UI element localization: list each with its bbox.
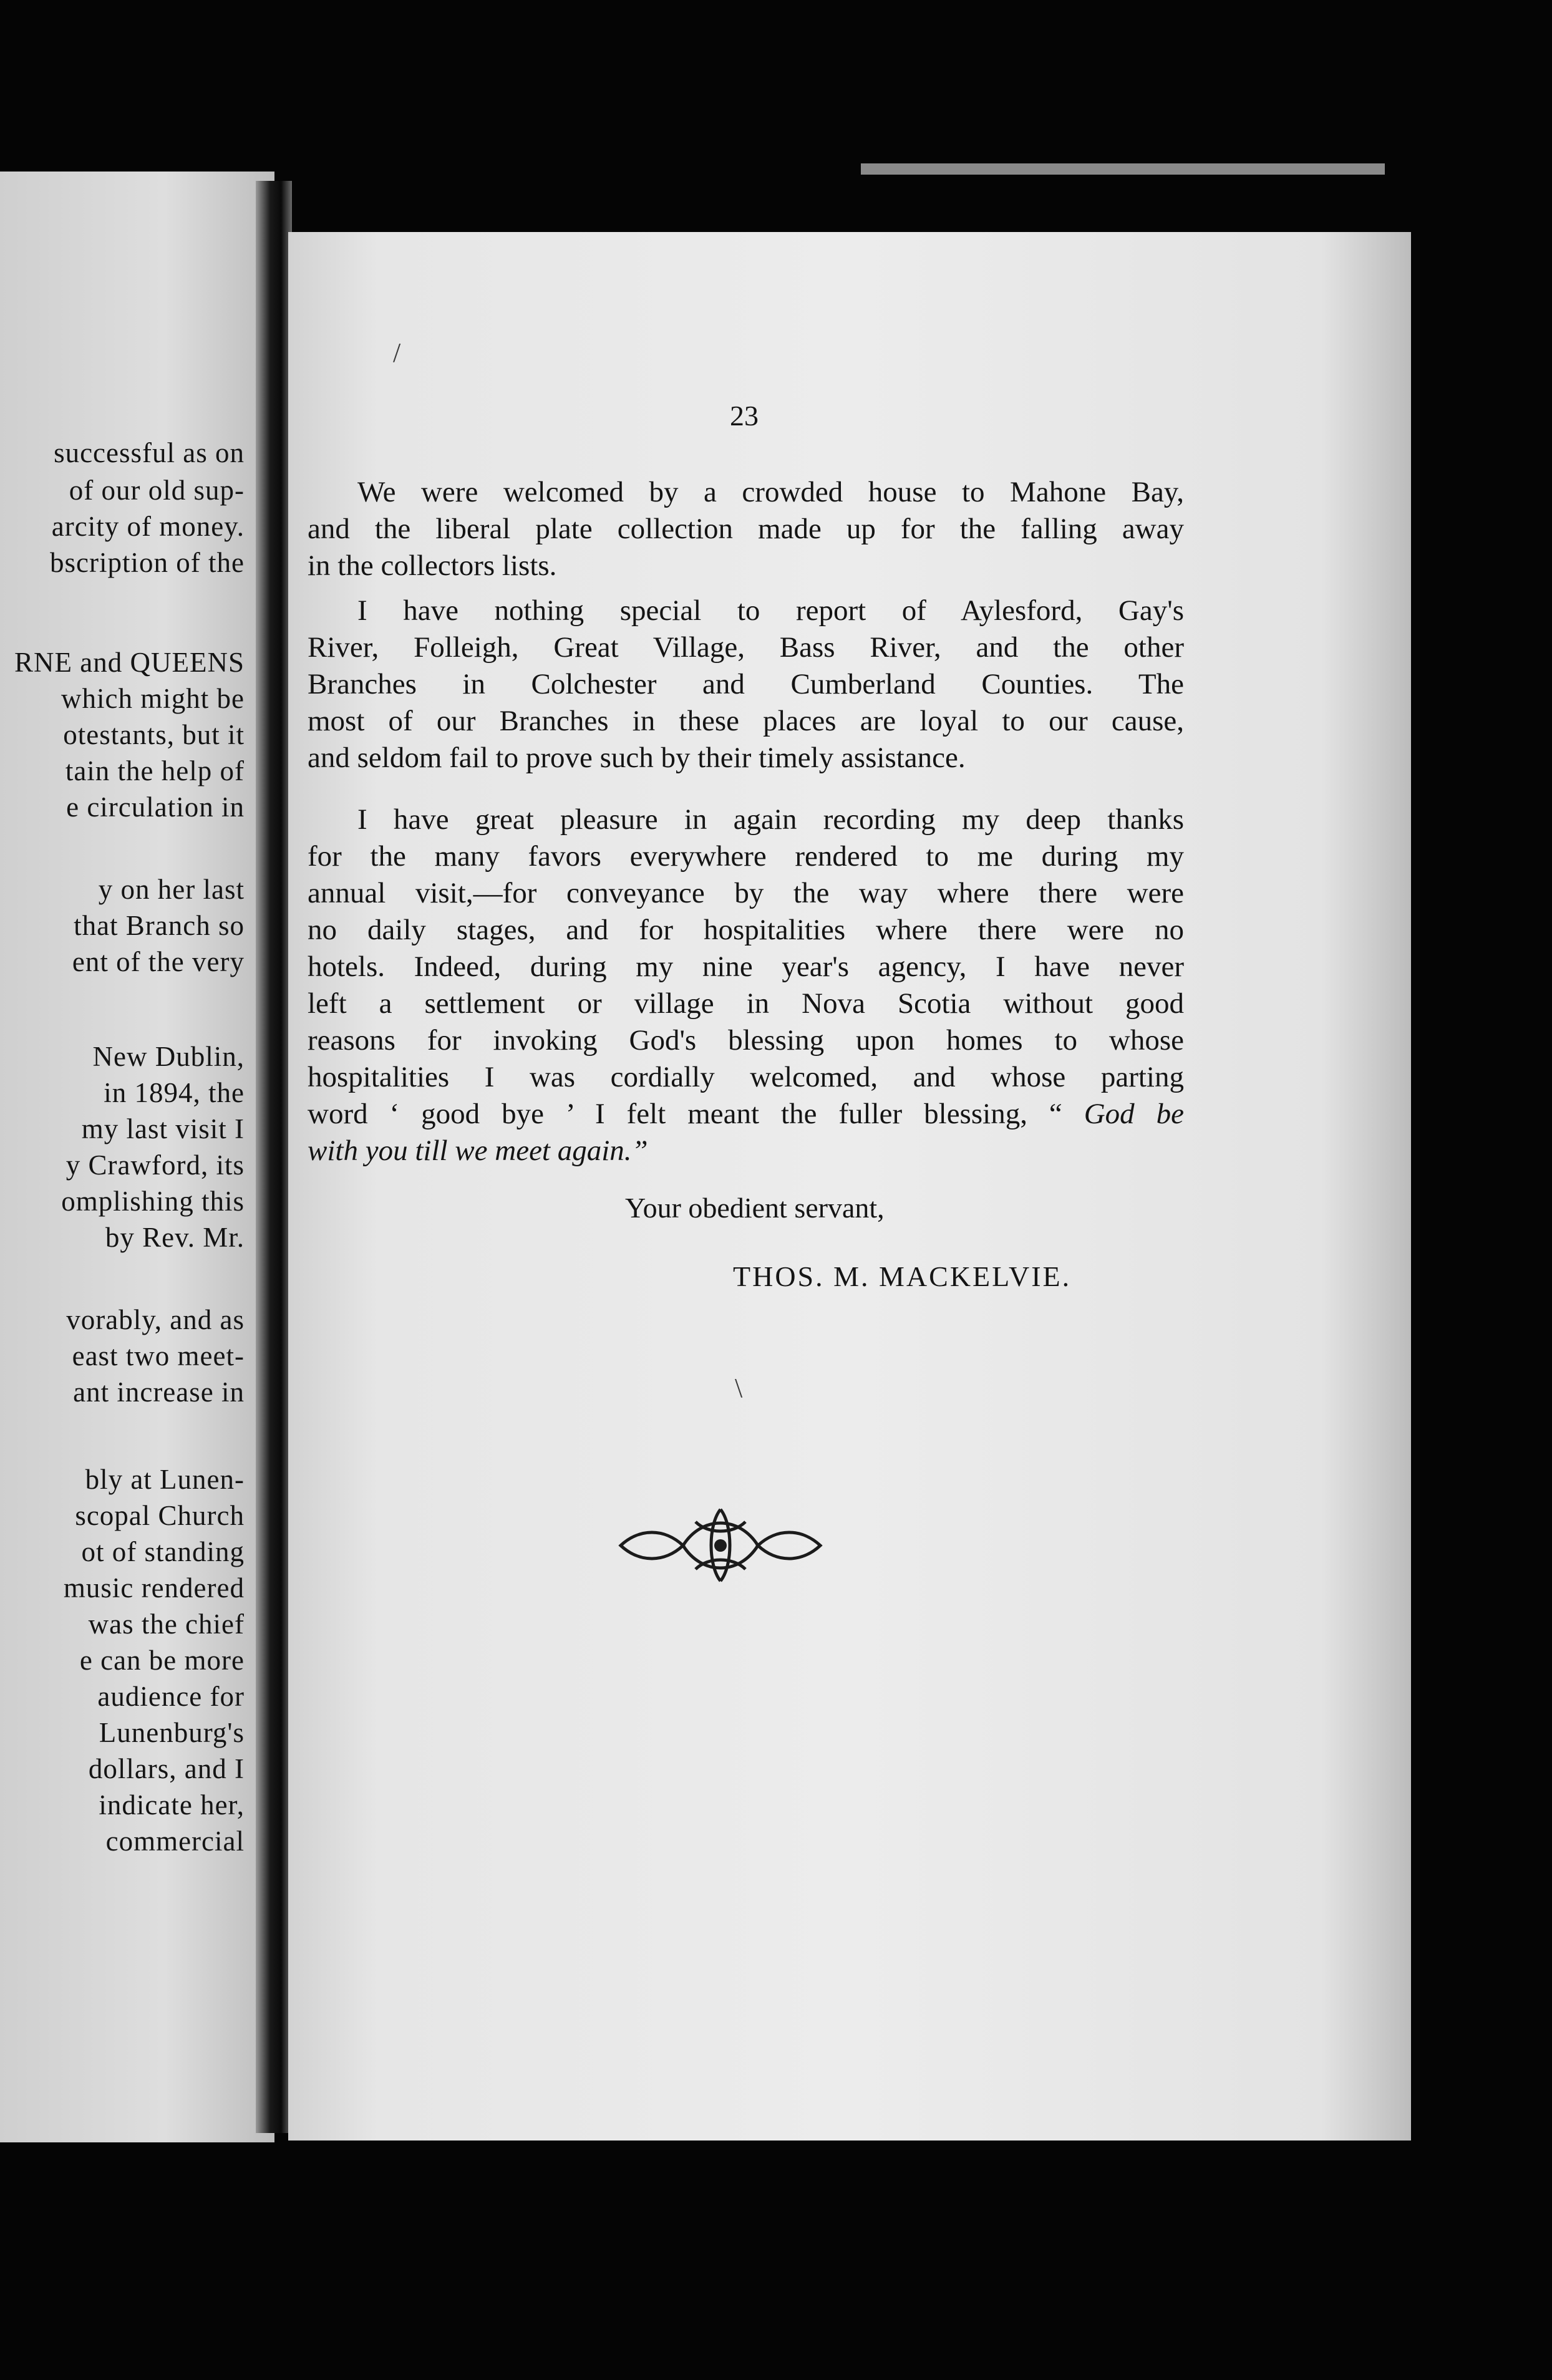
left-page-line: in 1894, the — [104, 1077, 245, 1108]
text-line: hotels. Indeed, during my nine year's agency, I have never — [308, 951, 1184, 983]
left-page-line: y Crawford, its — [65, 1149, 245, 1181]
paragraph — [308, 474, 1184, 584]
left-page-line: dollars, and I — [88, 1753, 245, 1784]
text-line: with you till we meet again.” — [308, 1134, 648, 1167]
page-number: 23 — [730, 400, 759, 432]
text-line: hospitalities I was cordially welcomed, and whose parting — [308, 1061, 1184, 1093]
text-line: for the many favors everywhere rendered to me during my — [308, 840, 1184, 873]
text-line: and seldom fail to prove such by their timely assistance. — [308, 742, 966, 774]
left-page-line: which might be — [61, 683, 245, 714]
left-page-line: otestants, but it — [63, 719, 245, 750]
text-line: River, Folleigh, Great Village, Bass River, and the other — [308, 631, 1184, 664]
paragraph — [308, 593, 1184, 776]
left-page-line: bly at Lunen- — [85, 1464, 245, 1495]
text-line: reasons for invoking God's blessing upon homes to whose — [308, 1024, 1184, 1057]
margin-mark: / — [393, 337, 401, 368]
margin-mark: \ — [735, 1373, 743, 1403]
left-page-line: vorably, and as — [66, 1304, 245, 1335]
left-page-line: that Branch so — [74, 910, 245, 941]
left-page-line: east two meet- — [72, 1340, 245, 1371]
left-page-line: scopal Church — [75, 1500, 245, 1531]
text-line: word ‘ good bye ’ I felt meant the fuller blessing, “ God be — [308, 1098, 1184, 1130]
left-page-line: music rendered — [63, 1572, 245, 1604]
ornament-icon — [614, 1497, 827, 1590]
left-page-line: my last visit I — [81, 1113, 245, 1144]
left-page-line: commercial — [105, 1826, 245, 1857]
left-page-line: by Rev. Mr. — [105, 1222, 245, 1253]
left-page-line: ot of standing — [81, 1536, 245, 1567]
left-page-line: indicate her, — [99, 1789, 245, 1821]
left-page-line: e circulation in — [66, 791, 245, 823]
left-page-line: New Dublin, — [92, 1041, 245, 1072]
text-line: I have nothing special to report of Aylesford, Gay's — [357, 594, 1184, 627]
left-page-line: ant increase in — [73, 1376, 245, 1408]
page-fold — [256, 181, 292, 2133]
left-page-line: tain the help of — [65, 755, 245, 786]
left-page-line: arcity of money. — [51, 511, 245, 542]
left-page-line: y on her last — [98, 874, 245, 905]
signature: THOS. M. MACKELVIE. — [733, 1260, 1072, 1292]
text-line: Branches in Colchester and Cumberland Counties. The — [308, 668, 1184, 700]
text-line: in the collectors lists. — [308, 549, 557, 582]
left-page-line: ent of the very — [72, 946, 245, 977]
left-page-line: was the chief — [88, 1608, 245, 1640]
left-page-line: successful as on — [54, 437, 245, 468]
left-page-line: Lunenburg's — [99, 1717, 245, 1748]
left-page-line: of our old sup- — [69, 475, 245, 506]
text-line: annual visit,—for conveyance by the way where there were — [308, 877, 1184, 909]
text-line: We were welcomed by a crowded house to Mahone Bay, — [357, 476, 1184, 508]
text-line: no daily stages, and for hospitalities where there were no — [308, 914, 1184, 946]
left-page-line: e can be more — [79, 1645, 245, 1676]
closing: Your obedient servant, — [625, 1192, 885, 1224]
page-edge — [861, 163, 1385, 175]
left-page-line: RNE and QUEENS — [14, 647, 245, 678]
text-line: left a settlement or village in Nova Scotia without good — [308, 987, 1184, 1020]
left-page-line: omplishing this — [61, 1186, 245, 1217]
text-line: I have great pleasure in again recording my deep thanks — [357, 803, 1184, 836]
left-page-line: bscription of the — [50, 547, 245, 578]
text-line: and the liberal plate collection made up for the falling away — [308, 513, 1184, 545]
paragraph — [308, 801, 1184, 1169]
text-line: most of our Branches in these places are loyal to our cause, — [308, 705, 1184, 737]
left-page-line: audience for — [97, 1681, 245, 1712]
